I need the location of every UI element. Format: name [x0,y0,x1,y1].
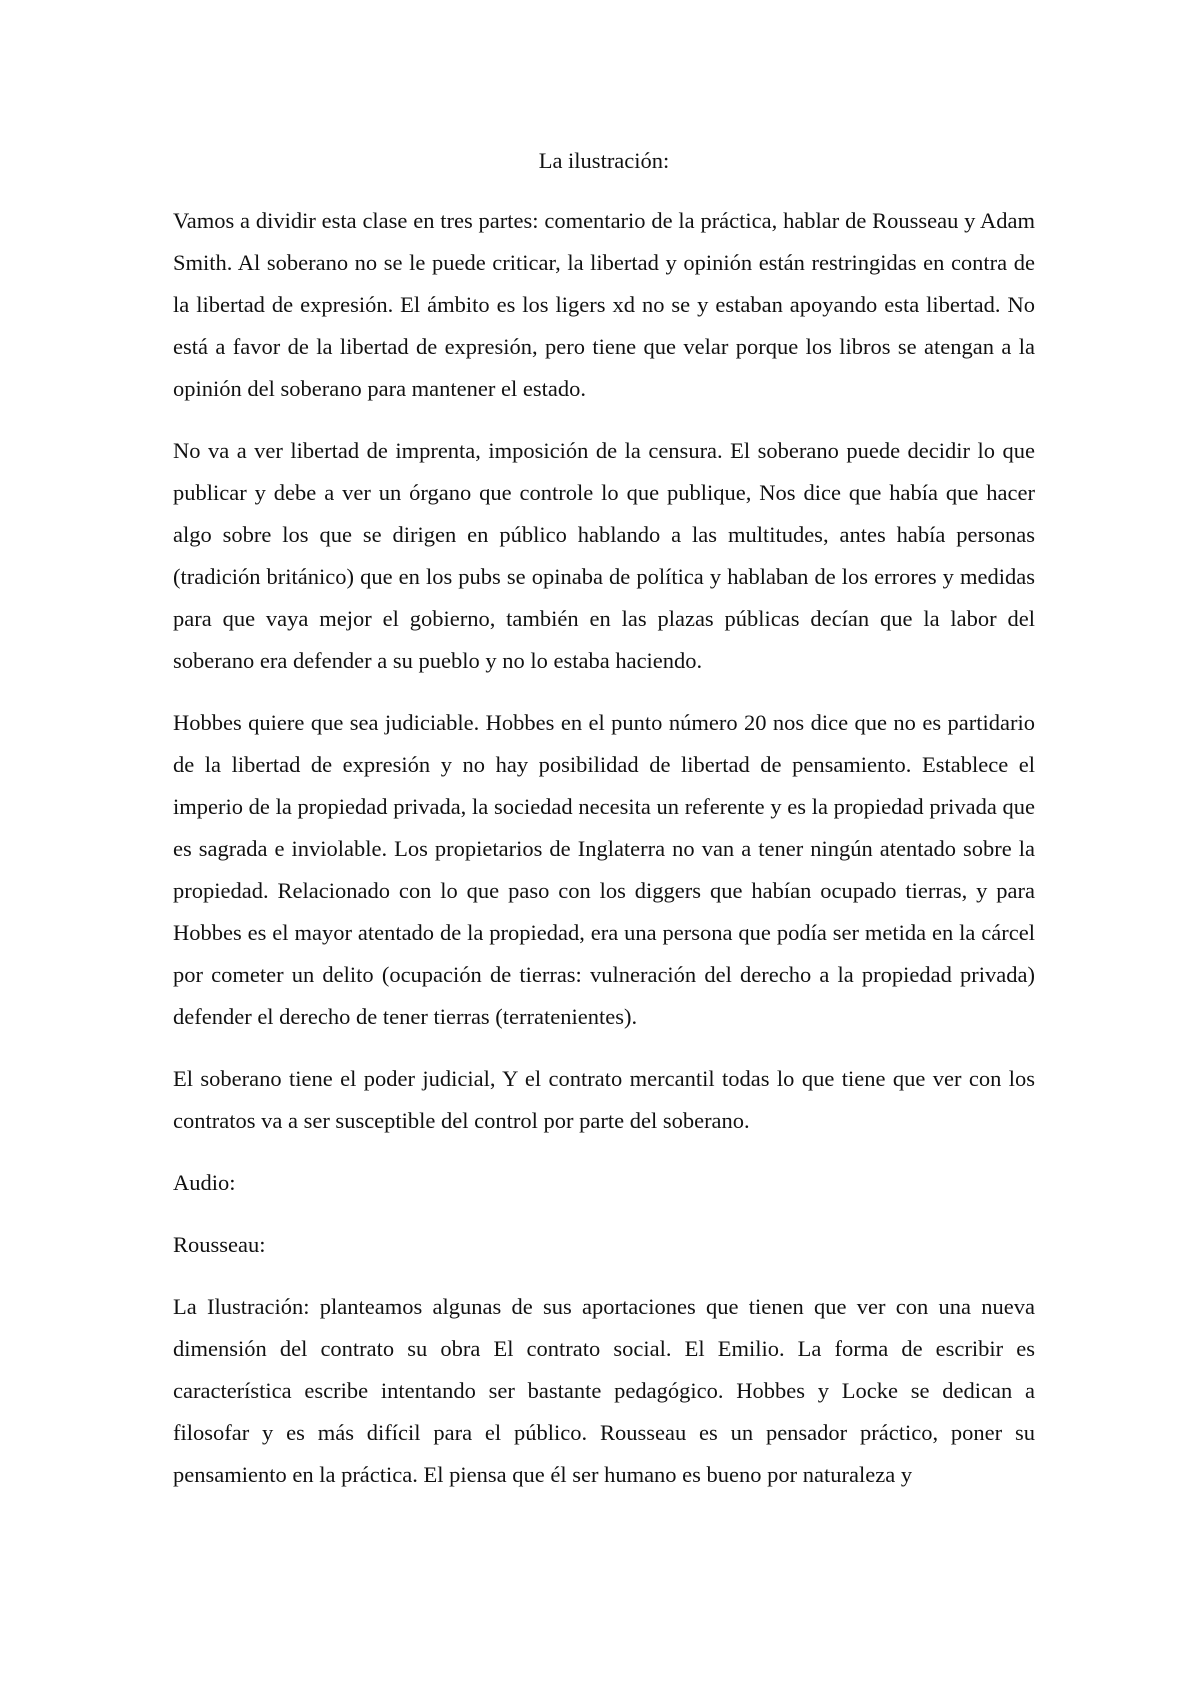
paragraph-ilustracion: La Ilustración: planteamos algunas de sus aportaciones que tienen que ver con una nueva dimensión del contrato su obra El contrato social. El Emilio. La forma de escribir es característica escribe intentando ser bastante pedagógico. Hobbes y Locke se dedican a filosofar y es más difícil para el público. Rousseau es un pensador práctico, poner su pensamiento en la práctica. El piensa que él ser humano es bueno por naturaleza y [173,1294,1035,1487]
paragraph-judicial-power: El soberano tiene el poder judicial, Y el contrato mercantil todas lo que tiene que ver con los contratos va a ser susceptible del control por parte del soberano. [173,1066,1035,1133]
paragraph-intro: Vamos a dividir esta clase en tres partes: comentario de la práctica, hablar de Rousseau y Adam Smith. Al soberano no se le puede criticar, la libertad y opinión están restringidas en contra de la libertad de expresión. El ámbito es los ligers xd no se y estaban apoyando esta libertad. No está a favor de la libertad de expresión, pero tiene que velar porque los libros se atengan a la opinión del soberano para mantener el estado. [173,208,1035,401]
section-label-rousseau: Rousseau: [173,1232,266,1257]
paragraph-censorship: No va a ver libertad de imprenta, imposición de la censura. El soberano puede decidir lo que publicar y debe a ver un órgano que controle lo que publique, Nos dice que había que hacer algo sobre los que se dirigen en público hablando a las multitudes, antes había personas (tradición británico) que en los pubs se opinaba de política y hablaban de los errores y medidas para que vaya mejor el gobierno, también en las plazas públicas decían que la labor del soberano era defender a su pueblo y no lo estaba haciendo. [173,438,1035,673]
document-title: La ilustración: [538,148,670,173]
document-body [173,140,1035,1496]
section-label-audio: Audio: [173,1170,236,1195]
paragraph-hobbes-property: Hobbes quiere que sea judiciable. Hobbes en el punto número 20 nos dice que no es partidario de la libertad de expresión y no hay posibilidad de libertad de pensamiento. Establece el imperio de la propiedad privada, la sociedad necesita un referente y es la propiedad privada que es sagrada e inviolable. Los propietarios de Inglaterra no van a tener ningún atentado sobre la propiedad. Relacionado con lo que paso con los diggers que habían ocupado tierras, y para Hobbes es el mayor atentado de la propiedad, era una persona que podía ser metida en la cárcel por cometer un delito (ocupación de tierras: vulneración del derecho a la propiedad privada) defender el derecho de tener tierras (terratenientes). [173,710,1035,1029]
